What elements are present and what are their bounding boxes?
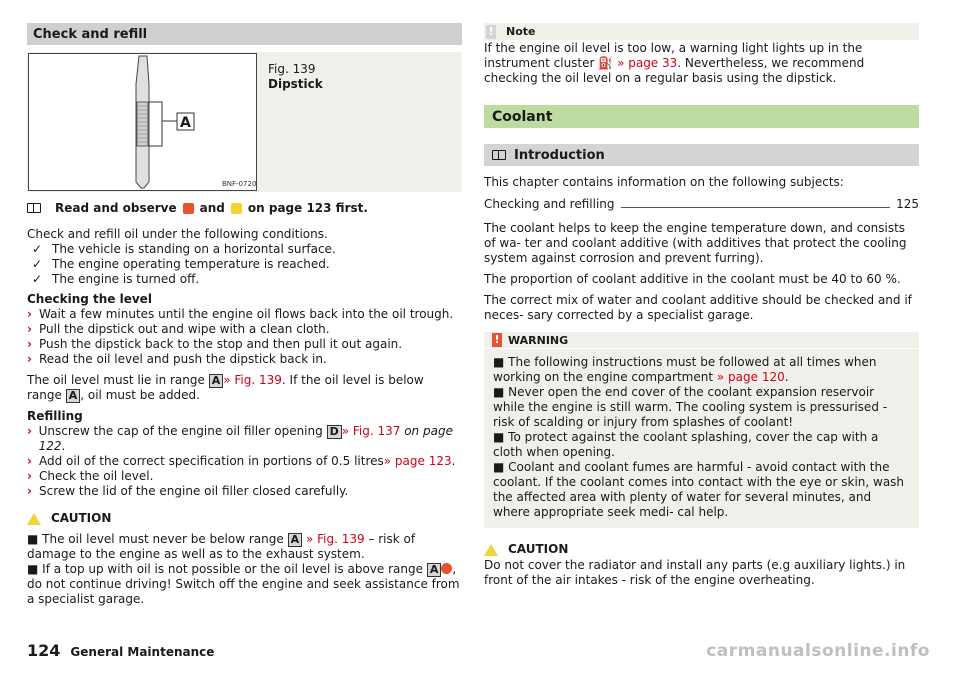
oil-level-t3: , oil must be added. bbox=[80, 388, 200, 402]
figure-caption bbox=[258, 52, 333, 192]
step-text: Check the oil level. bbox=[39, 469, 154, 483]
note-heading bbox=[484, 23, 919, 40]
figure-code: BNF-0720 bbox=[222, 180, 256, 188]
oil-can-icon: ⛽ bbox=[598, 56, 614, 70]
warning-heading bbox=[484, 332, 919, 349]
note-text bbox=[484, 41, 919, 86]
warning-icon: ! bbox=[492, 333, 502, 347]
arrow-icon: › bbox=[27, 484, 32, 498]
oil-warning-icon bbox=[441, 563, 452, 574]
warning-bullet: ■ Coolant and coolant fumes are harmful - avoid contact with the coolant. If the coolant comes into contact with the eye or skin, wash the affected area with plenty of water for several minutes, and where appropriate seek medi- cal help. bbox=[493, 460, 905, 519]
step-text: Screw the lid of the engine oil filler closed carefully. bbox=[39, 484, 349, 498]
caution-text: ■ If a top up with oil is not possible or the oil level is above range bbox=[27, 562, 423, 576]
figure-title: Dipstick bbox=[268, 77, 323, 91]
list-item bbox=[27, 484, 462, 499]
note-icon: ! bbox=[486, 25, 496, 39]
chapter-text: This chapter contains information on the following subjects: bbox=[484, 175, 844, 189]
step-text: Push the dipstick back to the stop and then pull it out again. bbox=[39, 337, 403, 351]
check-icon: ✓ bbox=[32, 242, 43, 256]
coolant-paragraph: The correct mix of water and coolant additive should be checked and if neces- sary corrected by a specialist garage. bbox=[484, 293, 912, 322]
intro-bar bbox=[484, 144, 919, 166]
arrow-icon: › bbox=[27, 352, 32, 366]
oil-level-t2: . If the oil level is below range bbox=[27, 373, 424, 402]
step-text: Wait a few minutes until the engine oil flows back into the oil trough. bbox=[39, 307, 454, 321]
warning-text: ■ The following instructions must be followed at all times when working on the engine compartment bbox=[493, 355, 877, 384]
list-item bbox=[27, 469, 462, 484]
step-part: Unscrew the cap of the engine oil filler opening bbox=[38, 424, 323, 438]
checking-heading: Checking the level bbox=[27, 292, 152, 306]
left-column bbox=[27, 0, 462, 607]
fig-link[interactable]: » Fig. 137 bbox=[341, 424, 401, 438]
condition-text: The engine is turned off. bbox=[52, 272, 200, 286]
read-observe-and: and bbox=[199, 200, 225, 215]
page-number: 124 bbox=[27, 641, 61, 660]
book-icon bbox=[492, 150, 506, 160]
caution-bullet bbox=[27, 532, 462, 562]
step-end: . bbox=[61, 439, 66, 453]
note-part: If the engine oil level is too low, a warning light lights up in the instrument cluster bbox=[484, 41, 863, 70]
read-observe-prefix: Read and observe bbox=[55, 200, 177, 215]
caution-text: – risk of damage to the engine as well as to the exhaust system. bbox=[27, 532, 416, 561]
list-item bbox=[27, 337, 462, 352]
arrow-icon: › bbox=[27, 424, 32, 438]
step-end: . bbox=[451, 454, 456, 468]
coolant-paragraph: The proportion of coolant additive in the coolant must be 40 to 60 %. bbox=[484, 272, 901, 286]
oil-level-text bbox=[27, 373, 462, 403]
note-title: Note bbox=[506, 25, 536, 38]
right-column bbox=[484, 0, 919, 588]
caution-title: CAUTION bbox=[508, 542, 569, 556]
intro-title: Introduction bbox=[514, 147, 605, 163]
arrow-icon: › bbox=[27, 454, 32, 468]
warning-bullet: ■ To protect against the coolant splashing, cover the cap with a cloth when opening. bbox=[493, 430, 879, 459]
step-part: Add oil of the correct specification in portions of 0.5 litres bbox=[39, 454, 384, 468]
caution-title: CAUTION bbox=[51, 511, 112, 525]
arrow-icon: › bbox=[27, 469, 32, 483]
page-link[interactable]: » page 123 bbox=[383, 454, 452, 468]
list-item bbox=[27, 272, 462, 287]
dipstick-figure bbox=[28, 53, 257, 191]
warning-title: WARNING bbox=[508, 333, 569, 347]
list-item bbox=[27, 307, 462, 322]
check-icon: ✓ bbox=[32, 257, 43, 271]
caution-text: , do not continue driving! Switch off the engine and seek assistance from a specialist garage. bbox=[27, 562, 460, 606]
caution-text: ■ The oil level must never be below range bbox=[27, 532, 284, 546]
figure-block bbox=[27, 52, 462, 192]
caution-heading bbox=[484, 542, 919, 557]
conditions-list bbox=[27, 242, 462, 287]
section-title: Check and refill bbox=[27, 23, 462, 45]
list-item bbox=[27, 257, 462, 272]
list-item bbox=[27, 352, 462, 367]
fig-link[interactable]: » Fig. 139 bbox=[305, 532, 365, 546]
condition-text: The vehicle is standing on a horizontal surface. bbox=[52, 242, 336, 256]
page-link[interactable]: » page 33 bbox=[617, 56, 678, 70]
note-part: . Nevertheless, we recommend checking the oil level on a regular basis using the dipstick. bbox=[484, 56, 865, 85]
toc-entry[interactable] bbox=[484, 197, 919, 212]
range-box: A bbox=[427, 563, 442, 577]
refilling-steps bbox=[27, 424, 462, 499]
step-text bbox=[39, 454, 455, 469]
warning-body bbox=[484, 349, 919, 528]
caution-triangle-icon bbox=[484, 544, 498, 556]
caution-heading bbox=[27, 511, 462, 526]
caution-triangle-icon bbox=[27, 513, 41, 525]
footer-section: General Maintenance bbox=[70, 645, 215, 659]
step-text: Read the oil level and push the dipstick back in. bbox=[39, 352, 327, 366]
warning-icon bbox=[183, 203, 194, 214]
caution-icon bbox=[231, 203, 242, 214]
conditions-intro: Check and refill oil under the following conditions. bbox=[27, 227, 328, 241]
toc-label: Checking and refilling bbox=[484, 197, 615, 211]
list-item bbox=[27, 322, 462, 337]
toc-page: 125 bbox=[896, 197, 919, 211]
toc-leader bbox=[621, 200, 891, 208]
range-box: A bbox=[288, 533, 303, 547]
watermark: carmanualsonline.info bbox=[706, 641, 930, 661]
arrow-icon: › bbox=[27, 322, 32, 336]
caution-text: Do not cover the radiator and install any parts (e.g auxiliary lights.) in front of the air intakes - risk of the engine overheating. bbox=[484, 558, 906, 587]
condition-text: The engine operating temperature is reached. bbox=[52, 257, 330, 271]
checking-steps bbox=[27, 307, 462, 367]
opening-box: D bbox=[327, 425, 342, 439]
arrow-icon: › bbox=[27, 307, 32, 321]
warning-bullet bbox=[493, 355, 908, 385]
fig-link[interactable]: » Fig. 139 bbox=[223, 373, 282, 387]
list-item bbox=[27, 454, 462, 469]
coolant-paragraph: The coolant helps to keep the engine temperature down, and consists of wa- ter and coolant additive (with additives that protect the cooling system against corrosion and prevent furring). bbox=[484, 221, 907, 265]
refilling-heading: Refilling bbox=[27, 409, 83, 423]
warning-box bbox=[484, 332, 919, 528]
read-observe-suffix: on page 123 first. bbox=[247, 200, 368, 215]
step-text bbox=[39, 424, 462, 454]
coolant-title: Coolant bbox=[484, 105, 919, 128]
dipstick-drawing bbox=[29, 54, 256, 190]
figure-number: Fig. 139 bbox=[268, 62, 316, 76]
page-link[interactable]: » page 120 bbox=[716, 370, 785, 384]
book-icon bbox=[27, 203, 41, 213]
page-ref: on page 122 bbox=[38, 424, 453, 453]
range-box: A bbox=[209, 374, 224, 388]
oil-level-t1: The oil level must lie in range bbox=[27, 373, 205, 387]
list-item bbox=[27, 424, 462, 454]
warning-end: . bbox=[784, 370, 789, 384]
arrow-icon: › bbox=[27, 337, 32, 351]
read-observe bbox=[27, 200, 462, 216]
range-box: A bbox=[66, 389, 81, 403]
check-icon: ✓ bbox=[32, 272, 43, 286]
warning-bullet: ■ Never open the end cover of the coolant expansion reservoir while the engine is still warm. The cooling system is pressurised - risk of scalding or injury from splashes of coolant! bbox=[493, 385, 888, 429]
page-footer bbox=[27, 643, 214, 660]
callout-label: A bbox=[180, 115, 191, 131]
caution-bullet bbox=[27, 562, 462, 607]
step-text: Pull the dipstick out and wipe with a clean cloth. bbox=[39, 322, 330, 336]
list-item bbox=[27, 242, 462, 257]
